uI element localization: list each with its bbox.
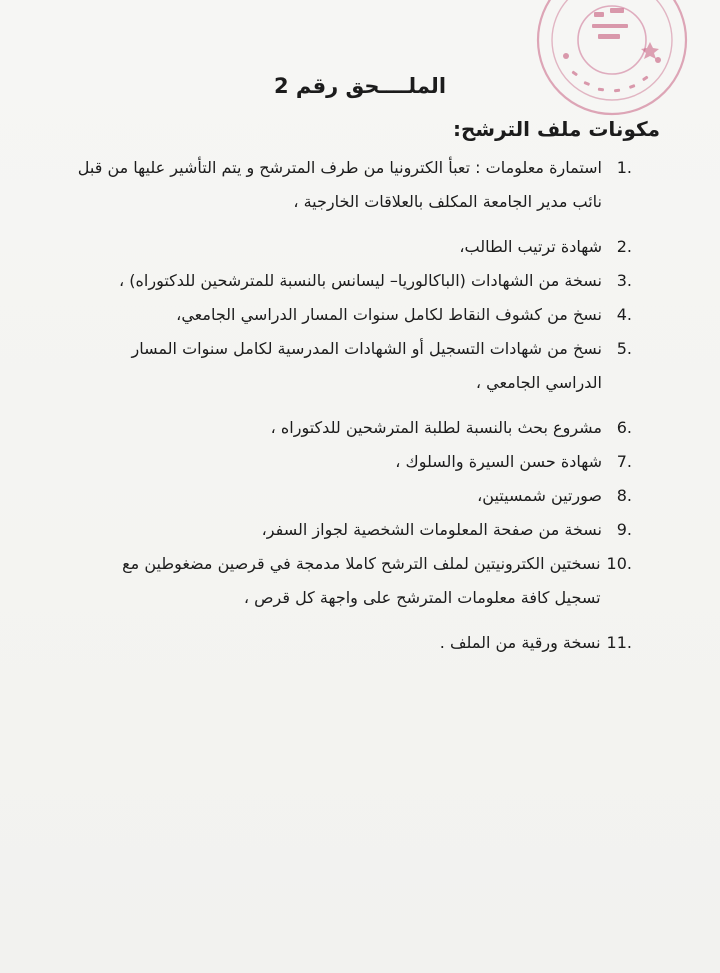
- candidacy-file-list: [72, 151, 632, 660]
- list-item: [72, 626, 632, 660]
- item-text: نسخة ورقية من الملف .: [439, 633, 601, 652]
- item-number: 3.: [616, 271, 632, 290]
- item-text: شهادة ترتيب الطالب،: [459, 237, 602, 256]
- item-number: 1.: [616, 158, 632, 177]
- list-item: [72, 298, 632, 332]
- list-item: [72, 151, 632, 219]
- item-number: 4.: [616, 305, 632, 324]
- item-number: 8.: [616, 486, 632, 505]
- list-item: [72, 332, 632, 400]
- list-item: [72, 411, 632, 445]
- section-heading: مكونات ملف الترشح:: [452, 117, 660, 141]
- item-text: استمارة معلومات : تعبأ الكترونيا من طرف المترشح و يتم التأشير عليها من قبل نائب مدير الجامعة المكلف بالعلاقات الخارجية ،: [77, 158, 602, 211]
- list-item: [72, 264, 632, 298]
- item-number: 2.: [616, 237, 632, 256]
- item-text: صورتين شمسيتين،: [477, 486, 602, 505]
- item-number: 11.: [606, 633, 632, 652]
- list-item: [72, 479, 632, 513]
- item-text: نسختين الكترونيتين لملف الترشح كاملا مدمجة في قرصين مضغوطين مع تسجيل كافة معلومات المترشح على واجهة كل قرص ،: [122, 554, 601, 607]
- item-text: شهادة حسن السيرة والسلوك ،: [395, 452, 602, 471]
- list-item: [72, 445, 632, 479]
- item-text: مشروع بحث بالنسبة لطلبة المترشحين للدكتوراه ،: [270, 418, 602, 437]
- annex-title: الملــــحق رقم 2: [273, 74, 447, 98]
- item-number: 6.: [616, 418, 632, 437]
- list-item: [72, 230, 632, 264]
- item-number: 7.: [616, 452, 632, 471]
- item-text: نسخ من شهادات التسجيل أو الشهادات المدرسية لكامل سنوات المسار الدراسي الجامعي ،: [131, 339, 602, 392]
- item-text: نسخ من كشوف النقاط لكامل سنوات المسار الدراسي الجامعي،: [176, 305, 602, 324]
- item-text: نسخة من صفحة المعلومات الشخصية لجواز السفر،: [261, 520, 602, 539]
- list-item: [72, 513, 632, 547]
- list-item: [72, 547, 632, 615]
- item-number: 5.: [616, 339, 632, 358]
- official-stamp: [532, 0, 692, 120]
- item-number: 10.: [606, 554, 632, 573]
- item-number: 9.: [616, 520, 632, 539]
- item-text: نسخة من الشهادات (الباكالوريا– ليسانس بالنسبة للمترشحين للدكتوراه) ،: [119, 271, 602, 290]
